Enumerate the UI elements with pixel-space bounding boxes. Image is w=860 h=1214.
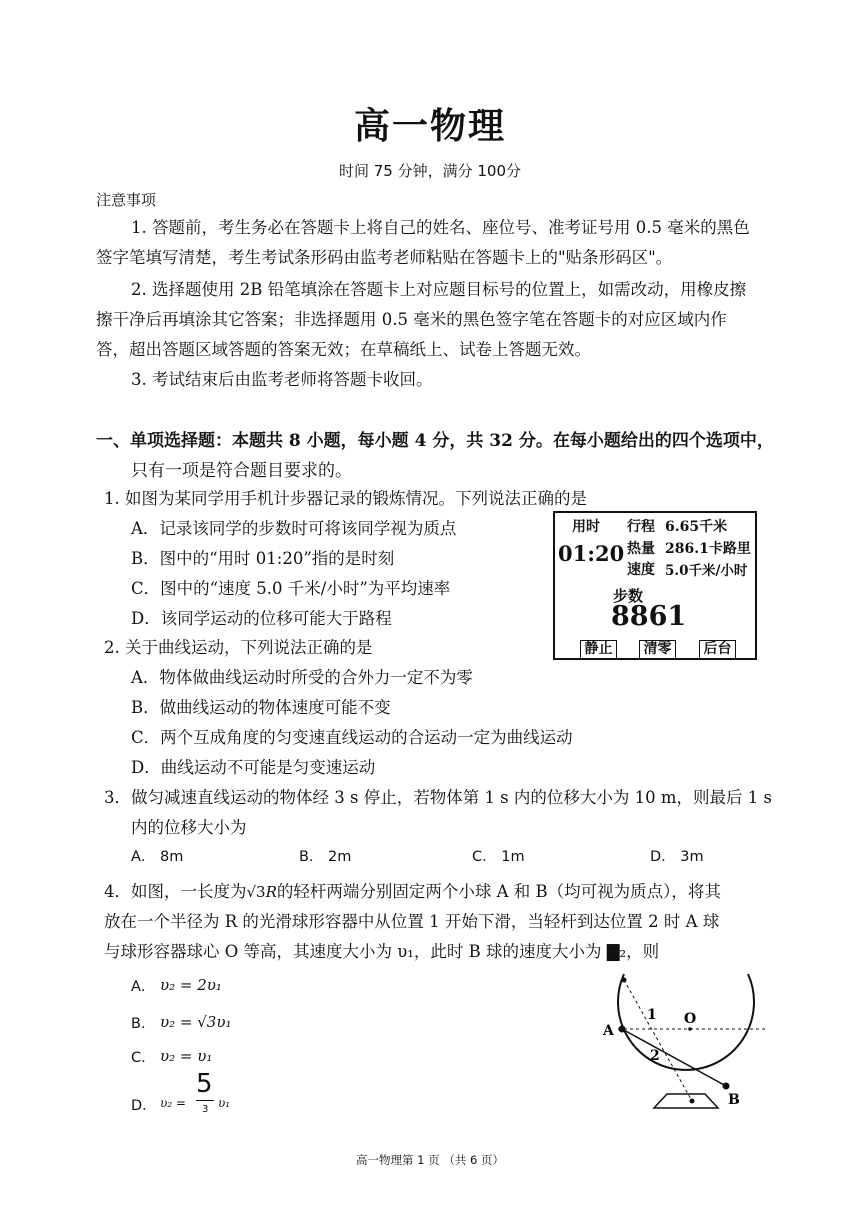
notice-item1-line1: 1. 答题前，考生务必在答题卡上将自己的姓名、座位号、准考证号用 0.5 毫米的黑色 <box>131 218 750 237</box>
q4-stem-line1-a: 4．如图，一长度为 <box>104 882 247 901</box>
q4-option-a-label: A． <box>131 979 156 995</box>
panel-distance-value: 6.65千米 <box>665 519 728 535</box>
panel-steps-value: 8861 <box>611 601 687 632</box>
q3-option-b: B． 2m <box>299 849 352 865</box>
section1-heading-line2: 只有一项是符合题目要求的。 <box>131 461 352 481</box>
panel-speed-value: 5.0千米/小时 <box>665 563 748 579</box>
q2-option-b: B．做曲线运动的物体速度可能不变 <box>131 698 391 717</box>
q1-option-d: D．该同学运动的位移可能大于路程 <box>131 609 392 628</box>
q3-option-d: D． 3m <box>650 849 704 865</box>
q4-option-b-label: B． <box>131 1016 156 1032</box>
q2-option-d: D．曲线运动不可能是匀变速运动 <box>131 758 376 777</box>
notice-item1-line2: 签字笔填写清楚，考生考试条形码由监考老师粘贴在答题卡上的"贴条形码区"。 <box>96 248 673 267</box>
q3-stem-line1: 3．做匀减速直线运动的物体经 3 s 停止，若物体第 1 s 内的位移大小为 10 m，则最后 1 s <box>104 788 772 807</box>
ball-a-position1 <box>622 978 627 983</box>
q4-radius-symbol: R <box>265 883 277 901</box>
q4-stem-line1 <box>104 878 721 902</box>
panel-clear-button: 清零 <box>639 640 676 659</box>
q3-option-c: C． 1m <box>472 849 525 865</box>
panel-steps-label: 步数 <box>613 587 644 605</box>
q4-sqrt3: √3 <box>246 883 266 901</box>
page-title: 高一物理 <box>353 106 506 147</box>
notice-item2-line1: 2. 选择题使用 2B 铅笔填涂在答题卡上对应题目标号的位置上，如需改动，用橡皮擦 <box>131 280 747 299</box>
q2-option-a: A．物体做曲线运动时所受的合外力一定不为零 <box>131 668 473 687</box>
q1-option-c: C．图中的“速度 5.0 千米/小时”为平均速率 <box>131 579 451 598</box>
panel-speed-label: 速度 <box>627 562 655 578</box>
q4-stem-line1-b: 的轻杆两端分别固定两个小球 A 和 B（均可视为质点），将其 <box>276 882 721 901</box>
center-o-dot <box>688 1027 692 1031</box>
label-a: A <box>603 1023 614 1039</box>
q4-option-c-formula: υ₂ = υ₁ <box>160 1047 213 1065</box>
q1-option-b: B．图中的“用时 01:20”指的是时刻 <box>131 549 395 568</box>
q1-option-a: A．记录该同学的步数时可将该同学视为质点 <box>131 519 457 538</box>
q4-option-d-label: D． <box>131 1098 157 1114</box>
label-position-1: 1 <box>647 1007 657 1023</box>
notice-item3: 3. 考试结束后由监考老师将答题卡收回。 <box>131 370 433 389</box>
panel-distance-label: 行程 <box>627 519 655 535</box>
ball-b <box>723 1083 730 1090</box>
label-b: B <box>728 1092 740 1108</box>
q4-option-d-denominator: 3 <box>202 1104 209 1115</box>
notice-item2-line2: 擦干净后再填涂其它答案；非选择题用 0.5 毫米的黑色签字笔在答题卡的对应区域内作 <box>96 310 727 329</box>
label-o: O <box>684 1011 697 1027</box>
sphere-container-figure <box>600 968 772 1113</box>
notice-heading: 注意事项 <box>96 191 157 209</box>
sphere-stand <box>654 1094 718 1108</box>
q4-option-d-numerator: 5 <box>196 1069 213 1099</box>
q4-stem-line2: 放在一个半径为 R 的光滑球形容器中从位置 1 开始下滑，当轻杆到达位置 2 时 A 球 <box>104 912 720 931</box>
q2-stem: 2. 关于曲线运动，下列说法正确的是 <box>104 638 373 657</box>
q4-stem-line3: 与球形容器球心 O 等高，其速度大小为 υ₁，此时 B 球的速度大小为 ▇₂，则 <box>104 942 660 961</box>
ball-b-position1 <box>690 1099 695 1104</box>
q1-stem: 1. 如图为某同学用手机计步器记录的锻炼情况。下列说法正确的是 <box>104 489 587 508</box>
q4-option-c-label: C． <box>131 1050 156 1066</box>
q3-stem-line2: 内的位移大小为 <box>131 818 247 837</box>
q2-option-c: C．两个互成角度的匀变速直线运动的合运动一定为曲线运动 <box>131 728 573 747</box>
q4-option-d-tail: υ₁ <box>218 1096 231 1110</box>
rod-position-2 <box>622 1029 726 1086</box>
panel-heat-label: 热量 <box>627 541 655 557</box>
label-position-2: 2 <box>650 1048 660 1064</box>
rod-position-1 <box>624 980 692 1101</box>
notice-item2-line3: 答，超出答题区域答题的答案无效；在草稿纸上、试卷上答题无效。 <box>96 340 591 359</box>
panel-pause-button: 静止 <box>580 640 617 659</box>
ball-a <box>619 1026 626 1033</box>
exam-time-info: 时间 75 分钟，满分 100分 <box>338 162 522 180</box>
q3-option-a: A． 8m <box>131 849 184 865</box>
q4-option-d-formula: υ₂ = <box>160 1096 186 1110</box>
panel-time-value: 01:20 <box>558 541 625 566</box>
page-footer: 高一物理第 1 页 （共 6 页） <box>356 1153 504 1167</box>
q4-option-a-formula: υ₂ = 2υ₁ <box>160 976 222 994</box>
q4-option-b-formula: υ₂ = √3υ₁ <box>160 1013 232 1031</box>
panel-heat-value: 286.1卡路里 <box>665 541 751 557</box>
section1-heading-line1: 一、单项选择题：本题共 8 小题，每小题 4 分，共 32 分。在每小题给出的四个选项中， <box>96 431 774 451</box>
q4-option-d-fraction-bar <box>196 1100 214 1101</box>
step-counter-figure <box>553 511 757 660</box>
panel-time-label: 用时 <box>572 519 600 535</box>
panel-background-button: 后台 <box>699 640 736 659</box>
